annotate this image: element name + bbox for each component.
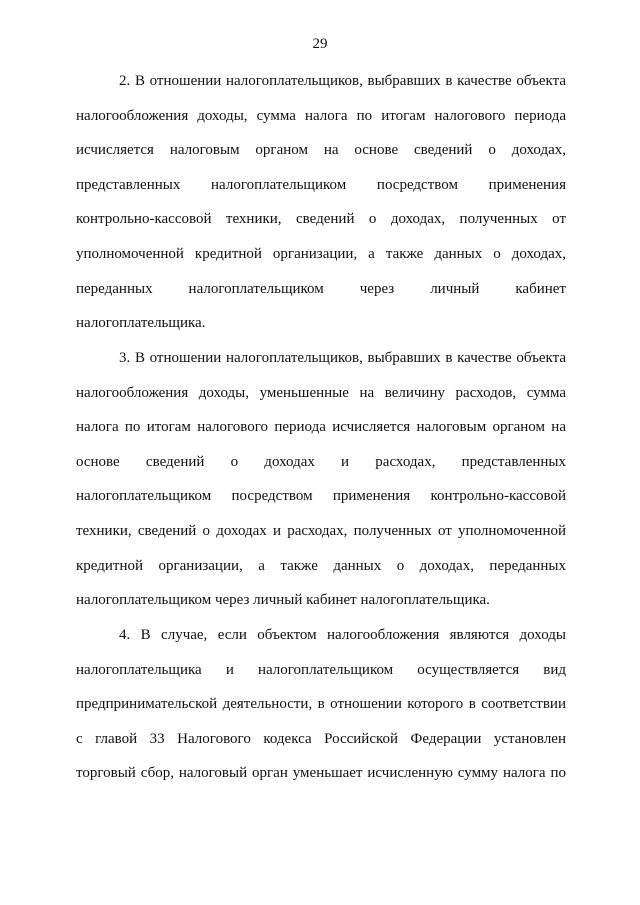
text-line: 3. В отношении налогоплательщиков, выбравших в качестве объекта (119, 350, 566, 366)
page-number: 29 (312, 36, 328, 52)
text-line: 4. В случае, если объектом налогообложения являются доходы (119, 627, 566, 643)
text-line: основе сведений о доходах и расходах, представленных (76, 453, 566, 470)
text-line: с главой 33 Налогового кодекса Российской Федерации установлен (76, 730, 566, 747)
text-line: налогоплательщика. (76, 315, 206, 332)
text-line: техники, сведений о доходах и расходах, полученных от уполномоченной (76, 522, 566, 539)
text-line: налогообложения доходы, уменьшенные на величину расходов, сумма (76, 384, 566, 401)
text-line: налогообложения доходы, сумма налога по итогам налогового периода (76, 107, 566, 124)
text-line: исчисляется налоговым органом на основе сведений о доходах, (76, 142, 566, 159)
text-line: контрольно-кассовой техники, сведений о доходах, полученных от (76, 211, 566, 228)
text-line: налогоплательщиком через личный кабинет налогоплательщика. (76, 592, 490, 609)
paragraph-4 (76, 618, 566, 791)
text-line: налогоплательщика и налогоплательщиком осуществляется вид (76, 661, 566, 678)
text-line: 2. В отношении налогоплательщиков, выбравших в качестве объекта (119, 73, 566, 89)
paragraph-2 (76, 64, 566, 341)
text-line: переданных налогоплательщиком через личный кабинет (76, 280, 566, 297)
text-line: налогоплательщиком посредством применения контрольно-кассовой (76, 488, 566, 505)
paragraph-3 (76, 341, 566, 618)
text-line: торговый сбор, налоговый орган уменьшает исчисленную сумму налога по (76, 765, 566, 782)
text-line: уполномоченной кредитной организации, а также данных о доходах, (76, 245, 566, 262)
text-line: предпринимательской деятельности, в отношении которого в соответствии (76, 696, 566, 713)
text-line: кредитной организации, а также данных о доходах, переданных (76, 557, 566, 574)
text-line: представленных налогоплательщиком посредством применения (76, 176, 566, 193)
text-line: налога по итогам налогового периода исчисляется налоговым органом на (76, 419, 566, 436)
